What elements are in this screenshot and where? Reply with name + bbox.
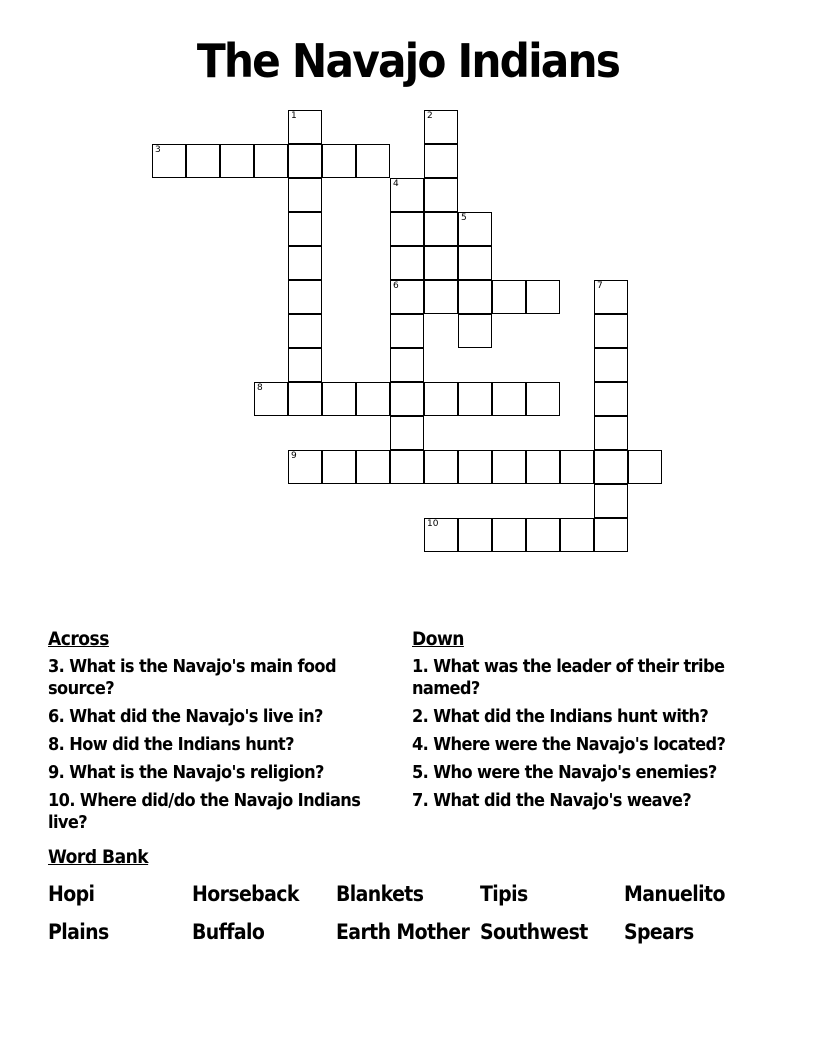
down-heading: Down bbox=[412, 628, 464, 650]
crossword-cell[interactable] bbox=[288, 246, 322, 280]
word-bank-item: Plains bbox=[48, 920, 109, 944]
word-bank-item: Earth Mother bbox=[336, 920, 470, 944]
clue-down-5: 5. Who were the Navajo's enemies? bbox=[412, 762, 717, 783]
clue-number: 6 bbox=[393, 281, 399, 291]
word-bank-item: Blankets bbox=[336, 882, 424, 906]
across-clues bbox=[48, 628, 398, 840]
clue-across-10: 10. Where did/do the Navajo Indians live? bbox=[48, 790, 361, 833]
crossword-cell[interactable] bbox=[526, 382, 560, 416]
crossword-cell[interactable] bbox=[288, 212, 322, 246]
crossword-cell[interactable] bbox=[594, 348, 628, 382]
crossword-cell[interactable] bbox=[356, 382, 390, 416]
crossword-cell[interactable] bbox=[390, 450, 424, 484]
crossword-cell[interactable] bbox=[492, 382, 526, 416]
crossword-cell[interactable] bbox=[288, 348, 322, 382]
down-clues bbox=[412, 628, 762, 818]
crossword-cell[interactable] bbox=[424, 144, 458, 178]
crossword-cell[interactable] bbox=[424, 178, 458, 212]
crossword-cell[interactable] bbox=[424, 110, 458, 144]
crossword-cell[interactable] bbox=[594, 518, 628, 552]
word-bank-item: Spears bbox=[624, 920, 694, 944]
clue-number: 1 bbox=[291, 111, 297, 121]
crossword-cell[interactable] bbox=[594, 314, 628, 348]
clue-down-2: 2. What did the Indians hunt with? bbox=[412, 706, 709, 727]
clue-number: 2 bbox=[427, 111, 433, 121]
crossword-cell[interactable] bbox=[390, 314, 424, 348]
crossword-cell[interactable] bbox=[458, 246, 492, 280]
crossword-cell[interactable] bbox=[288, 144, 322, 178]
crossword-cell[interactable] bbox=[560, 518, 594, 552]
crossword-cell[interactable] bbox=[254, 144, 288, 178]
clue-number: 8 bbox=[257, 383, 263, 393]
crossword-cell[interactable] bbox=[492, 450, 526, 484]
clue-number: 5 bbox=[461, 213, 467, 223]
crossword-cell[interactable] bbox=[322, 382, 356, 416]
clue-number: 3 bbox=[155, 145, 161, 155]
clue-across-9: 9. What is the Navajo's religion? bbox=[48, 762, 324, 783]
clue-across-8: 8. How did the Indians hunt? bbox=[48, 734, 294, 755]
crossword-cell[interactable] bbox=[458, 212, 492, 246]
clue-down-7: 7. What did the Navajo's weave? bbox=[412, 790, 692, 811]
crossword-cell[interactable] bbox=[594, 280, 628, 314]
word-bank-item: Manuelito bbox=[624, 882, 725, 906]
crossword-cell[interactable] bbox=[390, 416, 424, 450]
crossword-cell[interactable] bbox=[322, 450, 356, 484]
clue-down-4: 4. Where were the Navajo's located? bbox=[412, 734, 726, 755]
crossword-cell[interactable] bbox=[356, 144, 390, 178]
crossword-cell[interactable] bbox=[288, 178, 322, 212]
crossword-cell[interactable] bbox=[458, 518, 492, 552]
crossword-cell[interactable] bbox=[186, 144, 220, 178]
crossword-cell[interactable] bbox=[560, 450, 594, 484]
page-title: The Navajo Indians bbox=[196, 34, 620, 88]
crossword-cell[interactable] bbox=[458, 314, 492, 348]
crossword-cell[interactable] bbox=[356, 450, 390, 484]
crossword-cell[interactable] bbox=[390, 382, 424, 416]
crossword-cell[interactable] bbox=[322, 144, 356, 178]
crossword-cell[interactable] bbox=[288, 110, 322, 144]
crossword-cell[interactable] bbox=[424, 280, 458, 314]
word-bank-item: Hopi bbox=[48, 882, 95, 906]
clue-number: 7 bbox=[597, 281, 603, 291]
crossword-cell[interactable] bbox=[594, 382, 628, 416]
word-bank-item: Buffalo bbox=[192, 920, 265, 944]
crossword-cell[interactable] bbox=[594, 450, 628, 484]
word-bank-heading: Word Bank bbox=[48, 846, 149, 868]
clue-down-1: 1. What was the leader of their tribe named? bbox=[412, 656, 725, 699]
clue-number: 4 bbox=[393, 179, 399, 189]
crossword-cell[interactable] bbox=[526, 518, 560, 552]
crossword-cell[interactable] bbox=[390, 280, 424, 314]
crossword-cell[interactable] bbox=[458, 280, 492, 314]
crossword-cell[interactable] bbox=[288, 314, 322, 348]
clue-number: 9 bbox=[291, 451, 297, 461]
across-heading: Across bbox=[48, 628, 109, 650]
clue-across-6: 6. What did the Navajo's live in? bbox=[48, 706, 323, 727]
crossword-cell[interactable] bbox=[288, 280, 322, 314]
crossword-cell[interactable] bbox=[458, 450, 492, 484]
crossword-cell[interactable] bbox=[492, 518, 526, 552]
crossword-cell[interactable] bbox=[390, 348, 424, 382]
crossword-cell[interactable] bbox=[152, 144, 186, 178]
crossword-cell[interactable] bbox=[390, 178, 424, 212]
crossword-cell[interactable] bbox=[628, 450, 662, 484]
word-bank-item: Southwest bbox=[480, 920, 588, 944]
crossword-cell[interactable] bbox=[458, 382, 492, 416]
crossword-cell[interactable] bbox=[288, 450, 322, 484]
crossword-cell[interactable] bbox=[526, 280, 560, 314]
crossword-cell[interactable] bbox=[424, 212, 458, 246]
clue-across-3: 3. What is the Navajo's main food source? bbox=[48, 656, 336, 699]
crossword-cell[interactable] bbox=[594, 416, 628, 450]
crossword-cell[interactable] bbox=[424, 450, 458, 484]
crossword-cell[interactable] bbox=[220, 144, 254, 178]
word-bank-item: Tipis bbox=[480, 882, 528, 906]
crossword-cell[interactable] bbox=[390, 246, 424, 280]
crossword-cell[interactable] bbox=[288, 382, 322, 416]
crossword-cell[interactable] bbox=[424, 382, 458, 416]
crossword-cell[interactable] bbox=[390, 212, 424, 246]
clue-number: 10 bbox=[427, 519, 439, 529]
crossword-cell[interactable] bbox=[594, 484, 628, 518]
word-bank-item: Horseback bbox=[192, 882, 299, 906]
crossword-cell[interactable] bbox=[254, 382, 288, 416]
crossword-cell[interactable] bbox=[492, 280, 526, 314]
crossword-cell[interactable] bbox=[526, 450, 560, 484]
crossword-cell[interactable] bbox=[424, 246, 458, 280]
crossword-cell[interactable] bbox=[424, 518, 458, 552]
